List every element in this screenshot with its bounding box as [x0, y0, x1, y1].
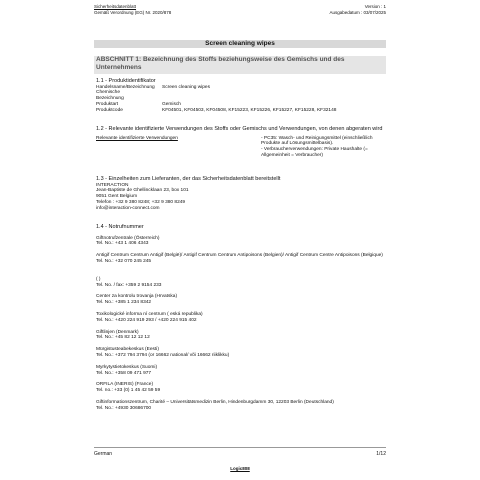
emergency-entry: Myrkytystietokeskus (Suomi) Tel. No.: +358 09 471 977 — [96, 364, 158, 376]
heading-1-1: 1.1 - Produktidentifikator — [96, 78, 156, 84]
identified-uses-label: Relevante identifizierte Verwendungen — [96, 135, 178, 141]
emergency-entry: Mürgistusteabekeskus (Eesti) Tel. No.: +372 794 3794 (or 16662 national/ või 16662 riiklikku) — [96, 347, 230, 358]
section-1-3 — [96, 176, 384, 212]
header-left — [94, 4, 171, 15]
address-city: 9051 Gent Belgium — [96, 194, 138, 200]
page-number: 1/12 — [376, 451, 386, 457]
doc-type: Sicherheitsdatenblatt — [94, 4, 137, 9]
footer-logo: Logic808 — [230, 466, 250, 471]
phone: Telefon : +32 9 380 8248; +32 9 380 8249 — [96, 199, 186, 205]
section-1-4 — [96, 224, 384, 412]
address-line: Jean-Baptiste de Ghellincklaan 23, box 101 — [96, 188, 189, 194]
emergency-entry: ORFILA (INERIS) (France) Tel. no.: +33 (0) 1 45 42 59 59 — [96, 382, 161, 394]
identified-uses-list: - PC35: Wasch- und Reinigungsmittel (einschließlich Produkte auf Lösungsmittelbasis). - Verbraucherverwendungen: Private Haushalte (= Allgemeinheit = Verbraucher) — [261, 135, 373, 158]
emergency-entry: Toxikologické informa ní centrum ( eská republika) Tel. No.: +420 224 919 293 / +420 224 915 402 — [96, 311, 203, 323]
page-title: Screen cleaning wipes — [94, 40, 386, 48]
heading-1-3: 1.3 - Einzelheiten zum Lieferanten, der das Sicherheitsdatenblatt bereitstellt — [96, 176, 281, 182]
header-right — [329, 4, 386, 15]
footer-language: German — [94, 451, 113, 457]
emergency-entry: Center za kontrolu trovanja (Hrvatska) Tel. No.: +385 1 234 8342 — [96, 294, 178, 306]
issue-date: Ausgabedatum : 03/07/2025 — [329, 9, 386, 15]
emergency-entry: Antigif Centrum Centrum Antigif (België)/ Antigif Centrum Centrum Antipoisons (Belgien)/ Antigif Centrum Centre Antipoisons (Belgique) Tel. No.: +32 070 245 245 — [96, 253, 383, 264]
row-product-type: Produktart Gemisch — [96, 101, 181, 107]
row-chemical-name: Chemische Bezeichnung — [96, 90, 124, 102]
version: Version : 1 — [364, 4, 386, 9]
row-product-code: Produktcode KF04501, KF04503, KF04508, KF15223, KF15226, KF15227, KF15228, KF32148 — [96, 107, 337, 113]
emergency-entry: Giftnotrufzentrale (Österreich) Tel. No.: +43 1 406 4343 — [96, 235, 160, 247]
company-name: INTERACTION — [96, 182, 129, 188]
page-footer — [94, 447, 386, 457]
regulation: Gemäß Verordnung (EG) Nr. 2020/878 — [94, 9, 172, 15]
row-trade-name: Handelsname/Bezeichnung Screen cleaning wipes — [96, 84, 210, 90]
section-1-2 — [96, 126, 384, 166]
section-1-title: ABSCHNITT 1: Bezeichnung des Stoffs beziehungsweise des Gemischs und des Unternehmens — [94, 56, 386, 74]
emergency-entry: Giftinformationszentrum, Charité – Universitätsmedizin Berlin, Hindenburgdamm 30, 12203 Berlin (Deutschland) Tel. No.: +4930 30686700 — [96, 399, 334, 411]
heading-1-2: 1.2 - Relevante identifizierte Verwendungen des Stoffs oder Gemischs und Verwendungen, von denen abgeraten wird — [96, 126, 383, 132]
section-1-1 — [96, 78, 384, 114]
heading-1-4: 1.4 - Notrufnummer — [96, 224, 144, 230]
emergency-entry: ( ) Tel. No. / fax: +359 2 9154 233 — [96, 276, 162, 288]
email-link[interactable]: info@interaction-connect.com — [96, 205, 160, 211]
emergency-entry: Giftlinjen (Denmark) Tel. No.: +45 82 12 12 12 — [96, 329, 150, 341]
